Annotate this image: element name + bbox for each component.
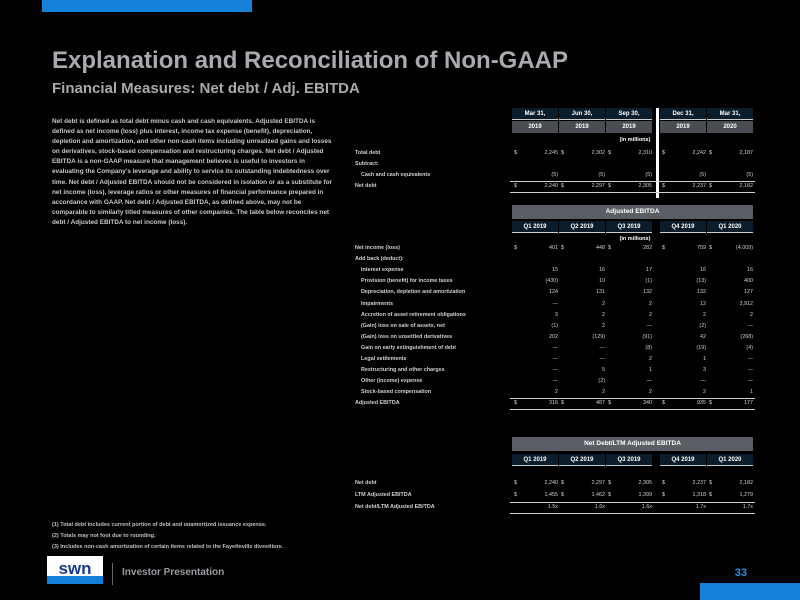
footnote: (2) Totals may not foot due to rounding. — [52, 533, 156, 539]
currency-symbol: $ — [561, 245, 564, 251]
table-cell: 42 — [700, 333, 706, 340]
row-label: Net debt/LTM Adjusted EBITDA — [355, 504, 435, 510]
table-row — [355, 267, 785, 276]
table-cell: 2,240 — [544, 183, 558, 189]
table-cell: — — [552, 300, 558, 307]
footer-divider — [112, 563, 113, 585]
page-subtitle: Financial Measures: Net debt / Adj. EBITDA — [52, 80, 360, 97]
table-cell: (1) — [645, 278, 652, 285]
table-cell: (2) — [699, 322, 706, 329]
table-cell: 3,912 — [739, 300, 753, 307]
table-cell: — — [599, 344, 605, 351]
currency-symbol: $ — [662, 480, 665, 486]
table-row — [355, 378, 785, 387]
table-cell: 1,279 — [739, 492, 753, 498]
table-row — [355, 480, 785, 489]
table-cell: 1.6x — [641, 504, 652, 510]
table-cell: (5) — [699, 172, 706, 178]
column-header-quarter: Q4 2019 — [660, 454, 706, 466]
table-cell: (1) — [551, 322, 558, 329]
table-cell: 2 — [602, 300, 605, 307]
table-cell: — — [552, 367, 558, 374]
column-header-quarter: Q1 2019 — [512, 221, 558, 233]
table-cell: (19) — [696, 344, 706, 351]
rule-line — [510, 409, 755, 410]
table-cell: — — [552, 344, 558, 351]
logo-text: swn — [58, 559, 92, 578]
table-cell: 340 — [643, 400, 652, 407]
table-row — [355, 278, 785, 287]
column-header-period: Sep 30, — [606, 108, 652, 120]
row-label: Gain on early extinguishment of debt — [361, 344, 456, 351]
table-cell: (91) — [642, 333, 652, 340]
table-cell: 1 — [703, 356, 706, 362]
table-cell: (2) — [598, 378, 605, 385]
table-cell: 16 — [599, 267, 605, 274]
section-band: Net Debt/LTM Adjusted EBITDA — [512, 437, 753, 451]
row-label: (Gain) loss on sale of assets, net — [361, 322, 445, 329]
column-header-quarter: Q3 2019 — [606, 221, 652, 233]
table-row — [355, 334, 785, 343]
table-cell: 401 — [549, 245, 558, 251]
currency-symbol: $ — [561, 150, 564, 156]
bottom-accent-bar — [700, 583, 800, 600]
table-cell: 2 — [750, 311, 753, 318]
table-cell: 2 — [649, 356, 652, 362]
column-header-quarter: Q2 2019 — [559, 221, 605, 233]
currency-symbol: $ — [662, 492, 665, 498]
table-cell: 2 — [703, 389, 706, 396]
table-cell: (13) — [696, 278, 706, 285]
column-header-year: 2019 — [559, 121, 605, 133]
table-row — [355, 172, 785, 181]
table-cell: — — [646, 322, 652, 329]
currency-symbol: $ — [514, 245, 517, 251]
table-cell: 1,462 — [591, 492, 605, 498]
table-cell: 1.6x — [594, 504, 605, 510]
rule-line — [510, 181, 755, 182]
explanation-text: Net debt is defined as total debt minus cash and cash equivalents. Adjusted EBITDA is defined as net income (loss) plus interest, income tax expense (benefit), depreciation, depletion and amortization, and other non-cash items including unrealized gains and losses on derivatives, stock-based compensation and restructuring charges. Net debt / Adjusted EBITDA is a non-GAAP measure that management believes is useful to investors in evaluating the Company's leverage and ability to service its outstanding indebtedness over time. Net debt / Adjusted EBITDA should not be considered in isolation or as a substitute for net income (loss), leverage ratios or other measures of financial performance prepared in accordance with GAAP. Net debt / Adjusted EBITDA, as defined above, may not be comparable to similarly titled measures of other companies. The table below reconciles net debt / Adjusted EBITDA to net income (loss). — [52, 118, 333, 226]
table-cell: — — [700, 378, 706, 385]
column-header-quarter: Q2 2019 — [559, 454, 605, 466]
table-cell: — — [646, 378, 652, 385]
table-cell: 12 — [700, 300, 706, 307]
table-cell: 3 — [555, 311, 558, 318]
section-band: Adjusted EBITDA — [512, 205, 753, 219]
rule-line — [510, 398, 755, 399]
row-label: Interest expense — [361, 267, 404, 274]
row-label: Other (income) expense — [361, 378, 423, 385]
currency-symbol: $ — [608, 480, 611, 486]
table-cell: 2,302 — [591, 150, 605, 156]
table-row — [355, 289, 785, 298]
table-cell: (5) — [645, 172, 652, 178]
column-header-year: 2020 — [707, 121, 753, 133]
table-cell: 16 — [747, 267, 753, 274]
column-header-period: Jun 30, — [559, 108, 605, 120]
table-cell: 2,310 — [638, 150, 652, 156]
table-cell: 2,297 — [591, 183, 605, 189]
table-row — [355, 256, 785, 265]
currency-symbol: $ — [561, 480, 564, 486]
table-row — [355, 245, 785, 254]
currency-symbol: $ — [709, 150, 712, 156]
table-cell: 935 — [697, 400, 706, 407]
table-cell: 282 — [643, 245, 652, 251]
table-cell: 3 — [703, 367, 706, 374]
currency-symbol: $ — [709, 183, 712, 189]
row-label: Net income (loss) — [355, 245, 400, 251]
page-title: Explanation and Reconciliation of Non-GAAP — [52, 47, 569, 74]
table-cell: 2 — [703, 311, 706, 318]
table-cell: — — [747, 367, 753, 374]
table-cell: — — [747, 322, 753, 329]
table-row — [355, 367, 785, 376]
currency-symbol: $ — [662, 150, 665, 156]
column-header-year: 2019 — [606, 121, 652, 133]
row-label: Net debt — [355, 183, 377, 189]
table-cell: 1.7x — [695, 504, 706, 510]
table-row — [355, 345, 785, 354]
currency-symbol: $ — [514, 480, 517, 486]
table-cell: 2,240 — [544, 480, 558, 486]
currency-symbol: $ — [514, 150, 517, 156]
table-cell: 2,187 — [739, 150, 753, 156]
table-cell: 2 — [602, 322, 605, 329]
table-cell: 487 — [596, 400, 605, 407]
row-label: Impairments — [361, 300, 394, 307]
table-row — [355, 400, 785, 409]
table-cell: 2,182 — [739, 480, 753, 486]
row-label: Restructuring and other charges — [361, 367, 445, 374]
column-header-year: 2019 — [660, 121, 706, 133]
table-cell: 132 — [643, 289, 652, 296]
row-label: Legal settlements — [361, 356, 407, 362]
table-cell: 2,237 — [692, 183, 706, 189]
currency-symbol: $ — [608, 183, 611, 189]
column-header-quarter: Q1 2019 — [512, 454, 558, 466]
table-row — [355, 492, 785, 501]
table-cell: 2,237 — [692, 480, 706, 486]
top-accent-bar — [42, 0, 252, 12]
table-cell: — — [747, 356, 753, 362]
currency-symbol: $ — [608, 492, 611, 498]
table-row — [355, 389, 785, 398]
table-cell: (4) — [746, 344, 753, 351]
table-cell: (268) — [740, 333, 753, 340]
table-cell: 1,318 — [692, 492, 706, 498]
currency-symbol: $ — [709, 400, 712, 407]
row-label: Depreciation, depletion and amortization — [361, 289, 466, 296]
column-header-quarter: Q4 2019 — [660, 221, 706, 233]
table-cell: 124 — [549, 289, 558, 296]
row-label: Adjusted EBITDA — [355, 400, 400, 407]
table-cell: 2 — [602, 311, 605, 318]
units-label: (in millions) — [619, 236, 651, 242]
table-cell: 5 — [602, 367, 605, 374]
table-cell: 131 — [596, 289, 605, 296]
table-cell: 2,242 — [692, 150, 706, 156]
currency-symbol: $ — [709, 492, 712, 498]
table-row — [355, 504, 785, 513]
table-cell: 2 — [555, 389, 558, 396]
table-cell: 202 — [549, 333, 558, 340]
footnotes — [52, 520, 283, 553]
table-cell: — — [747, 378, 753, 385]
row-label: Accretion of asset retirement obligations — [361, 311, 466, 318]
table-row — [355, 356, 785, 365]
table-cell: 1,455 — [544, 492, 558, 498]
row-label: Stock-based compensation — [361, 389, 432, 396]
table-cell: (8) — [645, 344, 652, 351]
table-row — [355, 312, 785, 321]
currency-symbol: $ — [608, 150, 611, 156]
table-row — [355, 161, 785, 170]
row-label: Add back (deduct): — [355, 256, 404, 263]
currency-symbol: $ — [608, 245, 611, 251]
currency-symbol: $ — [709, 480, 712, 486]
table-cell: 2,182 — [739, 183, 753, 189]
row-label: Subtract: — [355, 161, 379, 167]
table-cell: 17 — [646, 267, 652, 274]
footnote: (1) Total debt includes current portion of debt and unamortized issuance expense. — [52, 522, 267, 528]
table-cell: 2 — [649, 300, 652, 307]
currency-symbol: $ — [561, 400, 564, 407]
table-cell: 10 — [599, 278, 605, 285]
table-cell: — — [552, 378, 558, 385]
table-cell: (129) — [592, 333, 605, 340]
row-label: Total debt — [355, 150, 381, 156]
currency-symbol: $ — [514, 183, 517, 189]
column-header-period: Mar 31, — [707, 108, 753, 120]
table-cell: (4,009) — [735, 245, 753, 251]
table-row — [355, 150, 785, 159]
rule-line — [510, 513, 755, 514]
currency-symbol: $ — [514, 400, 517, 407]
table-cell: (5) — [746, 172, 753, 178]
swn-logo — [47, 556, 103, 584]
table-cell: — — [599, 356, 605, 362]
currency-symbol: $ — [561, 183, 564, 189]
currency-symbol: $ — [662, 400, 665, 407]
table-cell: 132 — [697, 289, 706, 296]
table-cell: 400 — [744, 278, 753, 285]
currency-symbol: $ — [662, 245, 665, 251]
rule-line — [510, 502, 755, 503]
currency-symbol: $ — [709, 245, 712, 251]
table-cell: 2 — [649, 311, 652, 318]
table-cell: 127 — [744, 289, 753, 296]
column-header-quarter: Q1 2020 — [707, 454, 753, 466]
currency-symbol: $ — [561, 492, 564, 498]
table-cell: 1 — [750, 389, 753, 396]
column-header-quarter: Q3 2019 — [606, 454, 652, 466]
table-cell: 759 — [697, 245, 706, 251]
rule-line — [510, 192, 755, 193]
table-row — [355, 323, 785, 332]
table-cell: 2,305 — [638, 480, 652, 486]
currency-symbol: $ — [608, 400, 611, 407]
table-cell: — — [552, 356, 558, 362]
column-header-quarter: Q1 2020 — [707, 221, 753, 233]
table-cell: 2 — [602, 389, 605, 396]
page-number: 33 — [734, 567, 747, 579]
table-cell: 2,297 — [591, 480, 605, 486]
footnote: (3) Includes non-cash amortization of certain items related to the Fayetteville divestiture. — [52, 544, 284, 550]
row-label: Cash and cash equivalents — [361, 172, 431, 178]
row-label: LTM Adjusted EBITDA — [355, 492, 412, 498]
currency-symbol: $ — [514, 492, 517, 498]
table-cell: 316 — [549, 400, 558, 407]
table-cell: (5) — [551, 172, 558, 178]
table-cell: 1,399 — [638, 492, 652, 498]
row-label: Net debt — [355, 480, 377, 486]
table-cell: 15 — [552, 267, 558, 274]
table-cell: (5) — [598, 172, 605, 178]
column-header-period: Dec 31, — [660, 108, 706, 120]
table-cell: 2,245 — [544, 150, 558, 156]
table-cell: 177 — [744, 400, 753, 407]
table-cell: 1.7x — [742, 504, 753, 510]
table-cell: 16 — [700, 267, 706, 274]
units-label: (in millions) — [619, 137, 651, 143]
table-cell: 1 — [649, 367, 652, 374]
table-row — [355, 183, 785, 192]
column-header-period: Mar 31, — [512, 108, 558, 120]
table-cell: (430) — [545, 278, 558, 285]
table-cell: 2,305 — [638, 183, 652, 189]
row-label: Provision (benefit) for income taxes — [361, 278, 453, 285]
row-label: (Gain) loss on unsettled derivatives — [361, 333, 453, 340]
table-cell: 2 — [649, 389, 652, 396]
table-cell: 448 — [596, 245, 605, 251]
column-header-year: 2019 — [512, 121, 558, 133]
table-row — [355, 301, 785, 310]
currency-symbol: $ — [662, 183, 665, 189]
page-number-box — [700, 564, 755, 582]
footer-label: Investor Presentation — [122, 567, 225, 578]
table-cell: 1.5x — [547, 504, 558, 510]
